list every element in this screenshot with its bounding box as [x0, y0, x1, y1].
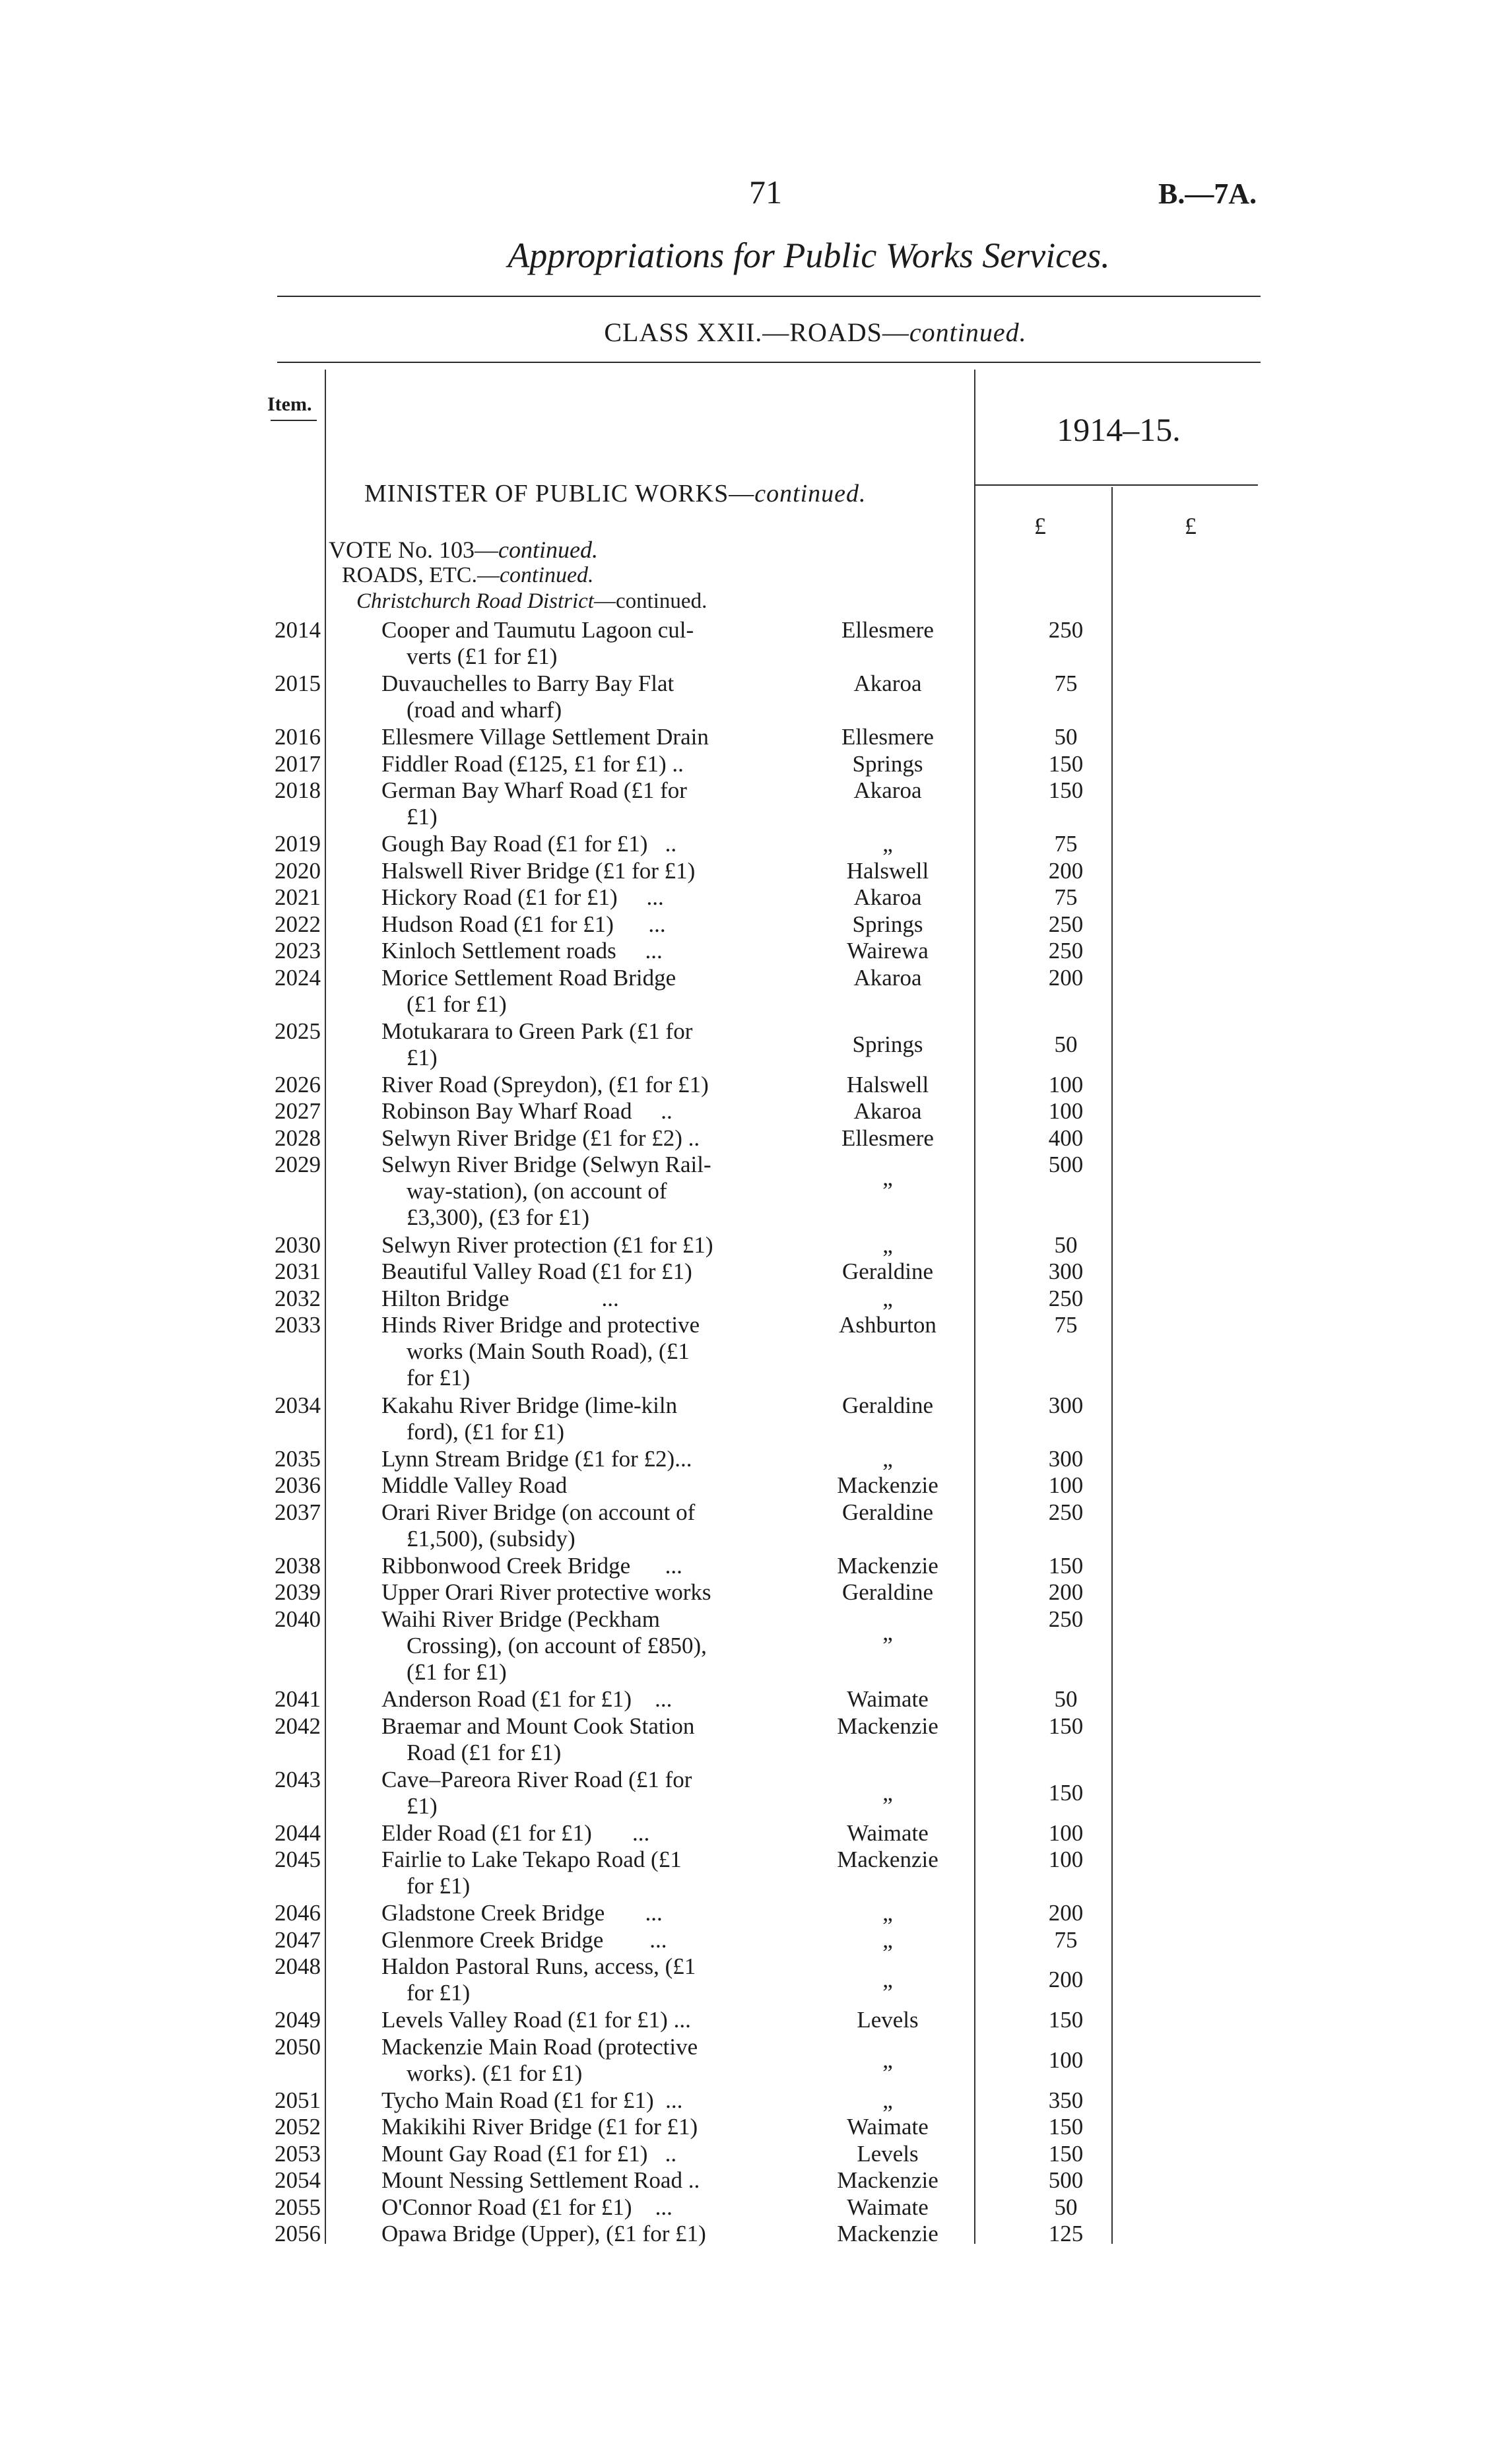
item-description: Kakahu River Bridge (lime-kiln [381, 1392, 678, 1418]
item-description: German Bay Wharf Road (£1 for [381, 777, 687, 803]
item-district: Geraldine [842, 1392, 933, 1418]
item-description: Hilton Bridge ... [381, 1285, 619, 1311]
item-district: „ [882, 1619, 893, 1645]
year-header: 1914–15. [1057, 411, 1181, 448]
item-district: Levels [857, 2007, 919, 2033]
item-district: Springs [852, 1031, 923, 1057]
item-description: Braemar and Mount Cook Station [381, 1713, 695, 1739]
item-district: „ [882, 831, 893, 857]
item-amount: 200 [1048, 1900, 1084, 1926]
item-number: 2019 [275, 831, 321, 857]
item-district: Mackenzie [837, 2167, 938, 2193]
place-column-divider [974, 370, 975, 2244]
item-amount: 250 [1048, 1285, 1084, 1311]
item-description: Fiddler Road (£125, £1 for £1) .. [381, 750, 684, 777]
item-column-header: Item. [267, 393, 312, 415]
item-number: 2015 [275, 671, 321, 696]
item-district: Waimate [847, 2114, 929, 2140]
item-number: 2055 [275, 2194, 321, 2220]
item-description-continued: (road and wharf) [407, 697, 562, 723]
item-description-continued: £3,300), (£3 for £1) [407, 1204, 590, 1230]
item-district: „ [882, 1926, 893, 1953]
item-description: Hinds River Bridge and protective [381, 1312, 700, 1338]
item-number: 2014 [275, 617, 321, 643]
item-number: 2032 [275, 1285, 321, 1311]
item-number: 2030 [275, 1231, 321, 1258]
item-number: 2040 [275, 1606, 321, 1632]
item-description: Morice Settlement Road Bridge [381, 964, 676, 991]
item-district: „ [882, 1445, 893, 1472]
roads-continued: continued. [499, 563, 594, 587]
item-amount: 500 [1048, 1152, 1084, 1177]
item-amount: 250 [1048, 1606, 1084, 1632]
item-district: „ [882, 1231, 893, 1258]
item-description-continued: £1) [407, 804, 438, 830]
item-description-continued: Road (£1 for £1) [407, 1739, 562, 1765]
item-district: Geraldine [842, 1579, 933, 1605]
item-amount: 300 [1048, 1259, 1084, 1284]
item-amount: 150 [1048, 777, 1084, 803]
item-description-continued: way-station), (on account of [407, 1178, 667, 1204]
item-amount: 75 [1054, 884, 1078, 910]
item-district: Ellesmere [841, 1125, 934, 1151]
item-description: Ribbonwood Creek Bridge ... [381, 1552, 682, 1579]
class-heading-continued: continued. [909, 317, 1027, 347]
item-district: Mackenzie [837, 1847, 938, 1872]
item-district: Waimate [847, 2194, 929, 2220]
item-amount: 300 [1048, 1445, 1084, 1472]
item-description: Makikihi River Bridge (£1 for £1) [381, 2114, 698, 2140]
item-amount: 150 [1048, 2114, 1084, 2140]
item-number: 2018 [275, 777, 321, 803]
item-description: Waihi River Bridge (Peckham [381, 1606, 660, 1632]
item-district: Halswell [846, 857, 929, 884]
item-description: Levels Valley Road (£1 for £1) ... [381, 2007, 691, 2033]
item-amount: 100 [1048, 1472, 1084, 1498]
item-district: Mackenzie [837, 1472, 938, 1498]
item-description: Selwyn River Bridge (£1 for £2) .. [381, 1125, 700, 1151]
item-number: 2017 [275, 750, 321, 777]
item-district: Akaroa [853, 777, 922, 803]
vote-text: VOTE No. 103— [329, 537, 498, 563]
item-amount: 100 [1048, 1098, 1084, 1124]
item-amount: 75 [1054, 1926, 1078, 1953]
item-description: Tycho Main Road (£1 for £1) ... [381, 2087, 683, 2113]
item-amount: 250 [1048, 617, 1084, 643]
item-district: Mackenzie [837, 1713, 938, 1739]
item-description: Selwyn River protection (£1 for £1) [381, 1231, 713, 1258]
district-heading [356, 589, 707, 614]
item-description-continued: £1) [407, 1792, 438, 1819]
item-description: River Road (Spreydon), (£1 for £1) [381, 1071, 709, 1097]
minister-continued: continued. [754, 480, 867, 507]
item-description-continued: for £1) [407, 1980, 471, 2006]
minister-heading [364, 479, 867, 508]
pound-symbol-amount: £ [1034, 513, 1046, 539]
item-amount: 100 [1048, 1071, 1084, 1097]
item-number: 2026 [275, 1071, 321, 1097]
item-description: Hickory Road (£1 for £1) ... [381, 884, 664, 910]
item-description: Orari River Bridge (on account of [381, 1499, 696, 1525]
item-number: 2050 [275, 2033, 321, 2060]
item-amount: 200 [1048, 964, 1084, 991]
item-district: Mackenzie [837, 1552, 938, 1579]
item-number: 2034 [275, 1392, 321, 1418]
item-amount: 400 [1048, 1125, 1084, 1151]
item-description-continued: £1) [407, 1044, 438, 1070]
district-continued: —continued. [593, 589, 707, 613]
item-district: Akaroa [853, 1098, 922, 1124]
item-amount: 500 [1048, 2167, 1084, 2193]
item-description: Ellesmere Village Settlement Drain [381, 724, 709, 750]
item-number: 2056 [275, 2221, 321, 2246]
item-number: 2023 [275, 938, 321, 964]
item-number: 2045 [275, 1847, 321, 1872]
item-description: Lynn Stream Bridge (£1 for £2)... [381, 1445, 692, 1472]
item-number: 2020 [275, 857, 321, 884]
item-description: Robinson Bay Wharf Road .. [381, 1098, 673, 1124]
item-amount: 250 [1048, 1499, 1084, 1525]
item-description-continued: for £1) [407, 1365, 471, 1391]
item-amount: 50 [1054, 2194, 1078, 2220]
item-amount: 350 [1048, 2087, 1084, 2113]
roads-text: ROADS, ETC.— [342, 563, 500, 587]
item-description: Cave–Pareora River Road (£1 for [381, 1766, 692, 1792]
item-number: 2053 [275, 2140, 321, 2167]
item-description: O'Connor Road (£1 for £1) ... [381, 2194, 673, 2220]
item-description: Gladstone Creek Bridge ... [381, 1900, 663, 1926]
item-amount: 50 [1054, 1031, 1078, 1057]
item-amount: 75 [1054, 671, 1078, 696]
class-heading-text: CLASS XXII.—ROADS— [604, 317, 909, 347]
item-description: Glenmore Creek Bridge ... [381, 1926, 667, 1953]
district-name: Christchurch Road District [356, 589, 594, 613]
item-district: „ [882, 2046, 893, 2073]
item-description-continued: ford), (£1 for £1) [407, 1418, 565, 1445]
item-number: 2036 [275, 1472, 321, 1498]
item-district: Springs [852, 750, 923, 777]
item-amount: 200 [1048, 1579, 1084, 1605]
page-number: 71 [749, 174, 782, 211]
item-number: 2042 [275, 1713, 321, 1739]
item-description: Fairlie to Lake Tekapo Road (£1 [381, 1847, 682, 1872]
item-amount: 300 [1048, 1392, 1084, 1418]
item-number: 2028 [275, 1125, 321, 1151]
item-amount: 250 [1048, 911, 1084, 937]
item-amount: 150 [1048, 1713, 1084, 1739]
item-number: 2025 [275, 1018, 321, 1044]
item-number: 2038 [275, 1552, 321, 1579]
item-description: Hudson Road (£1 for £1) ... [381, 911, 666, 937]
item-number: 2047 [275, 1926, 321, 1953]
item-district: „ [882, 1165, 893, 1191]
item-description: Upper Orari River protective works [381, 1579, 711, 1605]
item-description: Motukarara to Green Park (£1 for [381, 1018, 693, 1044]
item-district: Halswell [846, 1071, 929, 1097]
item-amount: 50 [1054, 724, 1078, 750]
item-district: Mackenzie [837, 2221, 938, 2246]
item-number: 2049 [275, 2007, 321, 2033]
item-description-continued: verts (£1 for £1) [407, 643, 558, 669]
item-district: Ellesmere [841, 617, 934, 643]
item-description-continued: (£1 for £1) [407, 1658, 507, 1685]
item-description: Haldon Pastoral Runs, access, (£1 [381, 1953, 696, 1979]
item-number: 2035 [275, 1445, 321, 1472]
item-district: Waimate [847, 1819, 929, 1846]
item-district: Springs [852, 911, 923, 937]
item-district: Ellesmere [841, 724, 934, 750]
item-amount: 50 [1054, 1231, 1078, 1258]
item-number: 2021 [275, 884, 321, 910]
table-top-rule [277, 362, 1261, 363]
item-amount: 200 [1048, 1967, 1084, 1992]
item-description: Mount Gay Road (£1 for £1) .. [381, 2140, 677, 2167]
item-number: 2044 [275, 1819, 321, 1846]
item-description: Anderson Road (£1 for £1) ... [381, 1686, 673, 1712]
item-description: Halswell River Bridge (£1 for £1) [381, 857, 696, 884]
item-district: Akaroa [853, 671, 922, 696]
vote-continued: continued. [498, 537, 598, 563]
item-amount: 150 [1048, 750, 1084, 777]
item-amount: 75 [1054, 831, 1078, 857]
item-description-continued: works). (£1 for £1) [407, 2060, 583, 2086]
item-header-underline [271, 420, 317, 421]
item-description-continued: works (Main South Road), (£1 [407, 1338, 690, 1364]
item-number: 2054 [275, 2167, 321, 2193]
item-description: Selwyn River Bridge (Selwyn Rail- [381, 1152, 711, 1177]
item-column-divider [325, 370, 326, 2244]
top-rule [277, 296, 1261, 297]
item-number: 2022 [275, 911, 321, 937]
vote-heading [329, 536, 598, 564]
item-number: 2051 [275, 2087, 321, 2113]
item-district: „ [882, 1779, 893, 1806]
item-number: 2031 [275, 1259, 321, 1284]
item-district: Wairewa [847, 938, 929, 964]
item-description-continued: Crossing), (on account of £850), [407, 1632, 707, 1658]
item-district: „ [882, 1967, 893, 1992]
item-number: 2037 [275, 1499, 321, 1525]
item-amount: 50 [1054, 1686, 1078, 1712]
item-amount: 150 [1048, 2140, 1084, 2167]
item-description: Mount Nessing Settlement Road .. [381, 2167, 700, 2193]
item-description: Gough Bay Road (£1 for £1) .. [381, 831, 677, 857]
class-heading [0, 317, 1512, 348]
item-number: 2024 [275, 964, 321, 991]
item-description-continued: £1,500), (subsidy) [407, 1525, 575, 1552]
item-number: 2027 [275, 1098, 321, 1124]
item-number: 2039 [275, 1579, 321, 1605]
minister-text: MINISTER OF PUBLIC WORKS— [364, 480, 755, 507]
item-district: Geraldine [842, 1499, 933, 1525]
item-description: Cooper and Taumutu Lagoon cul- [381, 617, 694, 643]
item-description: Kinloch Settlement roads ... [381, 938, 663, 964]
item-district: „ [882, 1285, 893, 1311]
page-title: Appropriations for Public Works Services. [508, 236, 1110, 275]
item-amount: 150 [1048, 1552, 1084, 1579]
item-amount: 75 [1054, 1312, 1078, 1338]
item-number: 2043 [275, 1766, 321, 1792]
item-description: Middle Valley Road [381, 1472, 568, 1498]
item-amount: 150 [1048, 1779, 1084, 1806]
item-description: Duvauchelles to Barry Bay Flat [381, 671, 674, 696]
item-description: Elder Road (£1 for £1) ... [381, 1819, 650, 1846]
item-number: 2046 [275, 1900, 321, 1926]
roads-heading [342, 563, 594, 588]
item-amount: 250 [1048, 938, 1084, 964]
item-description-continued: for £1) [407, 1873, 471, 1899]
pound-symbol-total: £ [1185, 513, 1197, 539]
item-description-continued: (£1 for £1) [407, 991, 507, 1017]
item-amount: 100 [1048, 1819, 1084, 1846]
item-number: 2048 [275, 1953, 321, 1979]
item-amount: 125 [1048, 2221, 1084, 2246]
item-description: Opawa Bridge (Upper), (£1 for £1) [381, 2221, 706, 2246]
item-district: Levels [857, 2140, 919, 2167]
item-number: 2033 [275, 1312, 321, 1338]
item-number: 2041 [275, 1686, 321, 1712]
item-description: Mackenzie Main Road (protective [381, 2033, 698, 2060]
item-description: Beautiful Valley Road (£1 for £1) [381, 1259, 692, 1284]
item-number: 2029 [275, 1152, 321, 1177]
item-amount: 100 [1048, 2046, 1084, 2073]
document-reference: B.—7A. [1158, 178, 1257, 210]
item-district: „ [882, 2087, 893, 2113]
item-district: Akaroa [853, 884, 922, 910]
item-amount: 200 [1048, 857, 1084, 884]
item-district: Akaroa [853, 964, 922, 991]
item-district: „ [882, 1900, 893, 1926]
item-district: Geraldine [842, 1259, 933, 1284]
item-amount: 100 [1048, 1847, 1084, 1872]
item-amount: 150 [1048, 2007, 1084, 2033]
year-header-underline [974, 484, 1258, 486]
item-district: Ashburton [839, 1312, 937, 1338]
item-number: 2052 [275, 2114, 321, 2140]
item-number: 2016 [275, 724, 321, 750]
item-district: Waimate [847, 1686, 929, 1712]
